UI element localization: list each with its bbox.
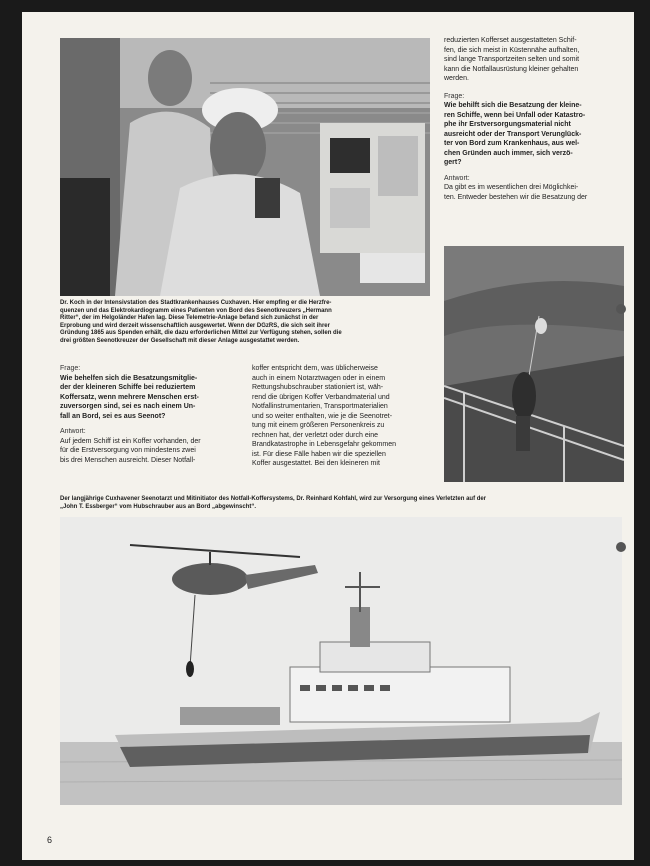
- question-line: ter von Bord zum Krankenhaus, aus wel-: [444, 140, 580, 147]
- text-line: koffer entspricht dem, was üblicherweise: [252, 365, 378, 372]
- binding-hole: [616, 304, 626, 314]
- caption-line: Dr. Koch in der Intensivstation des Stadtkrankenhauses Cuxhaven. Hier empfing er die Herzfre-: [60, 300, 332, 306]
- binding-hole: [616, 542, 626, 552]
- middle-center-column: [252, 364, 436, 472]
- answer-line: Auf jedem Schiff ist ein Koffer vorhanden, der: [60, 437, 201, 445]
- text-line: auch in einem Notarztwagen oder in einem: [252, 374, 386, 382]
- question-line: ausreicht oder der Transport Verunglück-: [444, 130, 582, 138]
- ship-helicopter-photo: [60, 517, 622, 805]
- intensive-care-caption: [60, 300, 432, 345]
- question-line: zuversorgen sind, sei es nach einem Un-: [60, 403, 196, 410]
- text-line: rend die übrigen Koffer Verbandmaterial und: [252, 393, 390, 401]
- caption-line: drei größten Seenotkreuzer der Gesellschaft mit dieser Anlage ausgestattet werden.: [60, 337, 300, 344]
- answer-line: bis drei Menschen ausreicht. Dieser Notfall-: [60, 456, 196, 464]
- answer-label: Antwort:: [60, 428, 86, 435]
- question-line: fall an Bord, sei es aus Seenot?: [60, 412, 166, 420]
- caption-line: Gründung 1865 aus Spenden erhält, die dazu erforderlichen Mittel zur Verfügung stehen, sollen die: [60, 330, 342, 336]
- text-line: ist. Für diese Fälle haben wir die speziellen: [252, 450, 386, 458]
- intensive-care-photo: [60, 38, 430, 296]
- question-label: Frage:: [60, 365, 81, 372]
- text-line: Rettungshubschrauber stationiert ist, wäh-: [252, 384, 384, 391]
- text-line: Koffer ausgestattet. Bei den kleineren mit: [252, 460, 380, 467]
- text-line: Brandkatastrophe in Lebensgefahr gekommen: [252, 441, 396, 448]
- question-label: Frage:: [444, 92, 465, 100]
- caption-line: Ritter“, der im Helgoländer Hafen lag. Diese Telemetrie-Anlage befand sich zunächst in der: [60, 315, 319, 321]
- question-line: der der kleineren Schiffe bei reduziertem: [60, 384, 196, 391]
- text-line: rechnen hat, der verletzt oder durch eine: [252, 431, 379, 439]
- question-line: chen Gründen auch immer, sich verzö-: [444, 149, 573, 157]
- question-line: Wie behelfen sich die Besatzungsmitglie-: [60, 374, 198, 382]
- answer-line: Da gibt es im wesentlichen drei Möglichkei-: [444, 184, 579, 191]
- answer-line: ten. Entweder bestehen wir die Besatzung der: [444, 193, 588, 201]
- text-line: reduzierten Kofferset ausgestatteten Schif-: [444, 37, 577, 44]
- question-line: ren Schiffe, wenn bei Unfall oder Katastro-: [444, 111, 586, 119]
- text-line: sind lange Transportzeiten selten und somit: [444, 56, 580, 63]
- text-line: werden.: [444, 75, 469, 82]
- caption-line: „John T. Essberger“ vom Hubschrauber aus an Bord „abgewinscht“.: [60, 503, 257, 510]
- text-line: tung mit einem größeren Personenkreis zu: [252, 422, 385, 429]
- answer-line: für die Erstversorgung von mindestens zwei: [60, 447, 196, 454]
- text-line: fen, die sich meist in Küstennähe aufhalten,: [444, 46, 580, 54]
- ship-photo-caption: [60, 496, 630, 511]
- question-line: gert?: [444, 159, 462, 166]
- caption-line: quenzen und das Elektrokardiogramm eines Patienten von Bord des Seenotkreuzers „Hermann: [60, 307, 332, 314]
- answer-label: Antwort:: [444, 174, 470, 182]
- text-line: kann die Notfallausrüstung kleiner gehalten: [444, 65, 579, 73]
- text-line: und so weiter enthalten, wie je die Seenotret-: [252, 412, 393, 420]
- middle-left-column: [60, 364, 242, 468]
- page-number: 6: [47, 835, 53, 845]
- top-right-column: [444, 36, 624, 205]
- caption-line: Der langjährige Cuxhavener Seenotarzt und Mitinitiator des Notfall-Koffersystems, Dr. Reinhard Kohfahl, wird zur Versorgung eines Verletzten auf der: [60, 496, 487, 502]
- question-line: Wie behilft sich die Besatzung der kleine-: [444, 102, 582, 109]
- question-line: phe ihr Erstversorgungsmaterial nicht: [444, 121, 571, 128]
- sea-rescue-winch-photo: [444, 246, 624, 482]
- magazine-page: [22, 12, 634, 860]
- text-line: Notfallinstrumentarien, Transportmaterialien: [252, 403, 388, 410]
- caption-line: Erprobung und wird derzeit wissenschaftlich ausgewertet. Wenn der DGzRS, die sich seit ihrer: [60, 322, 330, 329]
- question-line: Koffersatz, wenn mehrere Menschen erst-: [60, 393, 199, 401]
